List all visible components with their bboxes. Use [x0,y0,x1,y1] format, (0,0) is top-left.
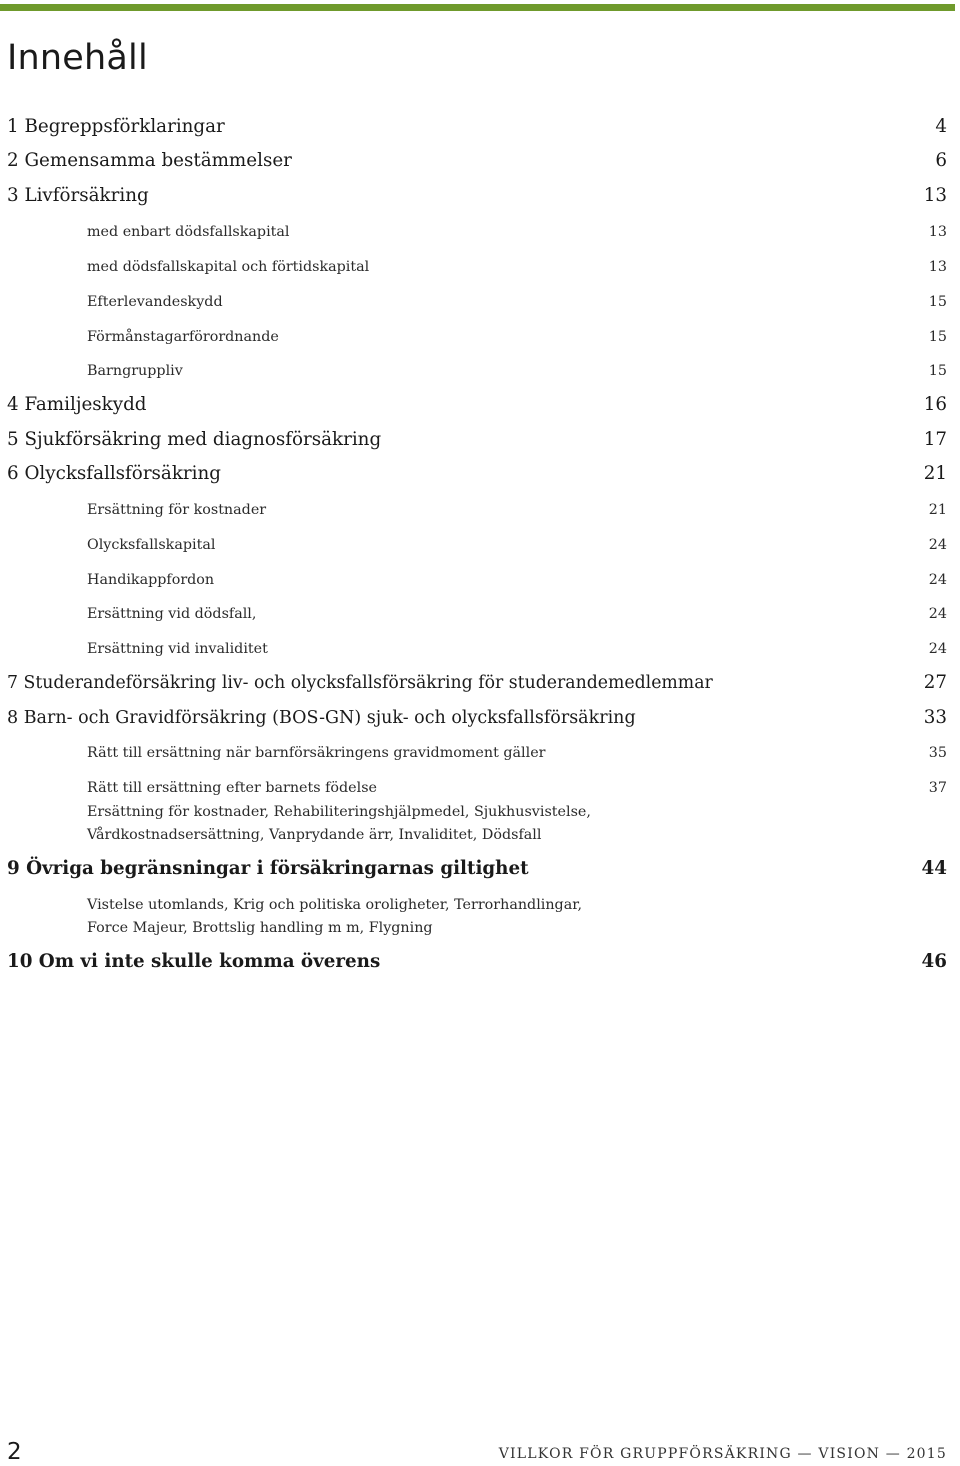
footer-page-number: 2 [7,1439,22,1465]
footer-document-title: VILLKOR FÖR GRUPPFÖRSÄKRING — VISION — 2015 [498,1446,947,1462]
toc-entry-6[interactable] [0,461,960,495]
toc-page-number: 6 [935,150,947,171]
toc-page-number: 24 [928,641,947,657]
page-title: Innehåll [7,38,148,78]
toc-entry-3[interactable] [0,183,960,217]
toc-sublabel: med enbart dödsfallskapital [87,224,290,240]
toc-sublabel: Förmånstagarförordnande [87,329,279,345]
toc-page-number: 13 [923,185,947,206]
toc-page-number: 24 [928,606,947,622]
toc-entry-7[interactable] [0,670,960,704]
toc-label: 9 Övriga begränsningar i försäkringarnas giltighet [7,858,529,879]
toc-sublabel: Ersättning vid dödsfall, [87,606,257,622]
toc-page-number: 15 [928,294,947,310]
toc-entry-1[interactable] [0,114,960,148]
toc-entry-2[interactable] [0,148,960,182]
toc-sublabel: Barngruppliv [87,363,183,379]
toc-label: 3 Livförsäkring [7,185,149,206]
toc-entry-10[interactable] [0,949,960,983]
toc-sublabel: Olycksfallskapital [87,537,216,553]
toc-page-number: 27 [923,672,947,693]
toc-page-number: 13 [928,224,947,240]
toc-sublabel: Ersättning för kostnader [87,502,267,518]
toc-description-8b-line1: Ersättning för kostnader, Rehabiliteringshjälpmedel, Sjukhusvistelse, [87,804,591,820]
toc-page-number: 4 [935,116,947,137]
toc-entry-4[interactable] [0,392,960,426]
toc-page-number: 13 [928,259,947,275]
toc-description-9-line2: Force Majeur, Brottslig handling m m, Flygning [87,920,433,936]
toc-page-number: 17 [923,429,947,450]
toc-page-number: 33 [923,707,947,728]
toc-sublabel: Rätt till ersättning efter barnets födelse [87,780,378,796]
toc-label: 6 Olycksfallsförsäkring [7,463,221,484]
toc-sublabel: Ersättning vid invaliditet [87,641,268,657]
toc-label: 1 Begreppsförklaringar [7,116,225,137]
toc-page-number: 24 [928,572,947,588]
toc-page-number: 21 [928,502,947,518]
toc-label: 4 Familjeskydd [7,394,147,415]
toc-page-number: 15 [928,329,947,345]
toc-label: 2 Gemensamma bestämmelser [7,150,292,171]
toc-sublabel: Rätt till ersättning när barnförsäkringens gravidmoment gäller [87,745,546,761]
toc-sublabel: med dödsfallskapital och förtidskapital [87,259,370,275]
toc-page-number: 35 [928,745,947,761]
toc-page-number: 44 [921,858,947,879]
toc-entry-5[interactable] [0,427,960,461]
toc-entry-9[interactable] [0,856,960,890]
toc-description-9-line1: Vistelse utomlands, Krig och politiska oroligheter, Terrorhandlingar, [87,897,583,913]
toc-page-number: 21 [923,463,947,484]
toc-entry-8[interactable] [0,705,960,739]
toc-label: 8 Barn- och Gravidförsäkring (BOS-GN) sjuk- och olycksfallsförsäkring [7,708,636,728]
toc-sublabel: Efterlevandeskydd [87,294,223,310]
toc-label: 5 Sjukförsäkring med diagnosförsäkring [7,429,382,450]
toc-page-number: 46 [921,951,947,972]
toc-page-number: 37 [928,780,947,796]
toc-page-number: 15 [928,363,947,379]
header-accent-bar [0,4,955,11]
toc-label: 10 Om vi inte skulle komma överens [7,951,381,972]
toc-page-number: 16 [923,394,947,415]
toc-description-8b-line2: Vårdkostnadsersättning, Vanprydande ärr, Invaliditet, Dödsfall [87,827,542,843]
toc-page-number: 24 [928,537,947,553]
toc-label: 7 Studerandeförsäkring liv- och olycksfallsförsäkring för studerandemedlemmar [7,673,713,693]
toc-sublabel: Handikappfordon [87,572,215,588]
